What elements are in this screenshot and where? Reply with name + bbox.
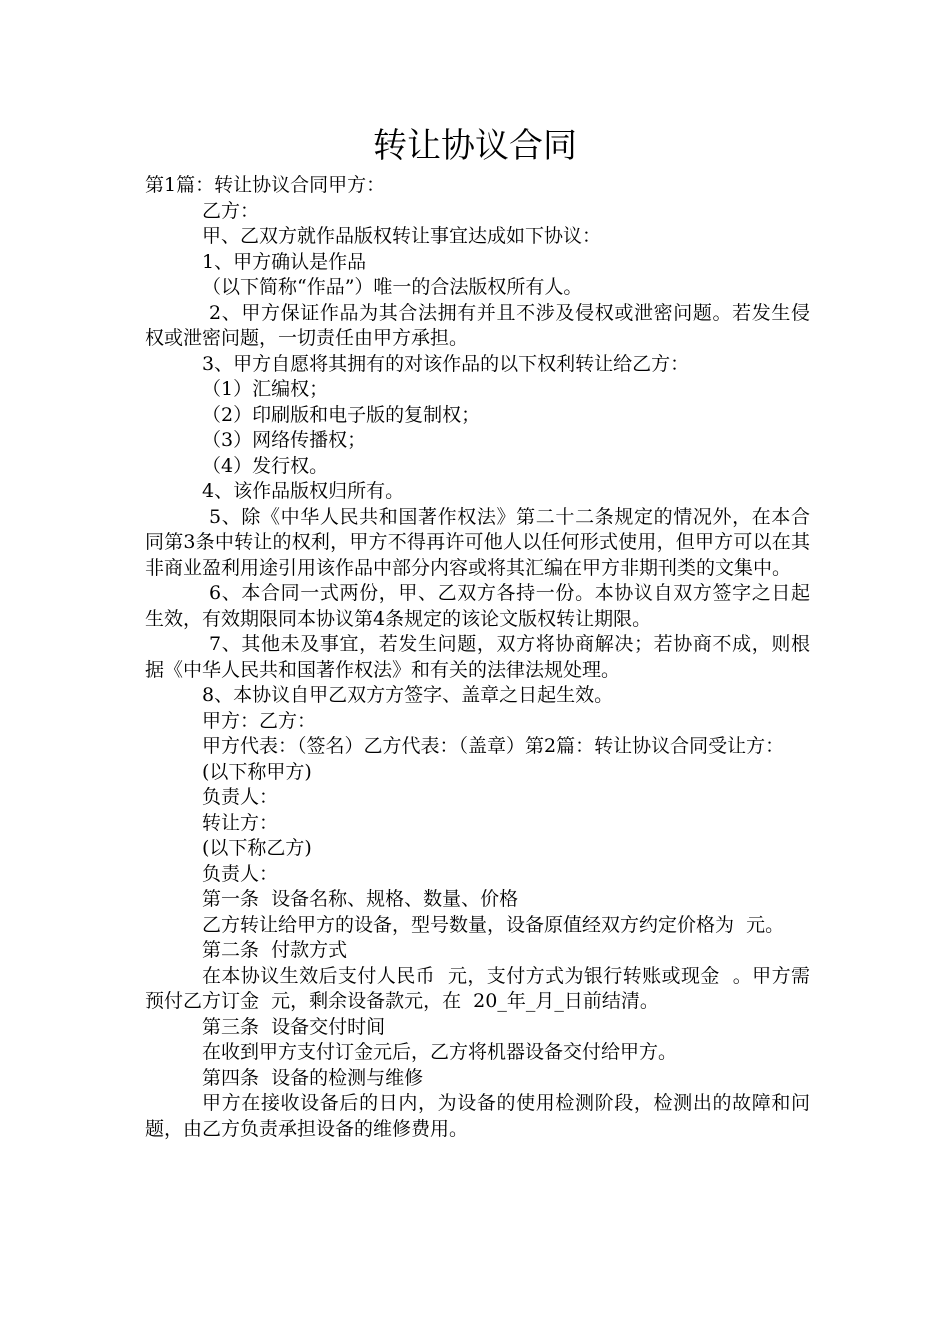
paragraph-party-a-alias: (以下称甲方) xyxy=(202,760,312,783)
paragraph-part1-heading: 第1篇：转让协议合同甲方： xyxy=(145,174,386,196)
article-2-heading: 第二条 付款方式 xyxy=(202,939,348,961)
paragraph-representatives: 甲方代表：（签名）乙方代表：（盖章）第2篇：转让协议合同受让方： xyxy=(202,735,785,757)
document-title: 转让协议合同 xyxy=(373,126,577,166)
paragraph-right-4: （4）发行权。 xyxy=(202,454,329,477)
paragraph-clause-1: 1、甲方确认是作品 xyxy=(202,250,367,273)
paragraph-party-b-principal: 负责人： xyxy=(202,862,279,885)
paragraph-intro: 甲、乙双方就作品版权转让事宜达成如下协议： xyxy=(202,225,602,247)
article-3-heading: 第三条 设备交付时间 xyxy=(202,1015,386,1038)
paragraph-clause-4: 4、该作品版权归所有。 xyxy=(202,480,405,502)
article-4-heading: 第四条 设备的检测与维修 xyxy=(202,1066,424,1089)
paragraph-clause-3: 3、甲方自愿将其拥有的对该作品的以下权利转让给乙方： xyxy=(202,352,690,375)
article-1-heading: 第一条 设备名称、规格、数量、价格 xyxy=(202,888,519,910)
paragraph-party-b: 乙方： xyxy=(202,199,260,222)
paragraph-clause-6: 6、本合同一式两份，甲、乙双方各持一份。本协议自双方签字之日起生效，有效期限同本协议第4条规定的该论文版权转让期限。 xyxy=(145,582,810,630)
paragraph-signatures: 甲方：乙方： xyxy=(202,709,317,732)
article-1-body: 乙方转让给甲方的设备，型号数量，设备原值经双方约定价格为 元。 xyxy=(202,913,785,936)
paragraph-party-b-alias: (以下称乙方) xyxy=(202,837,312,859)
paragraph-clause-5: 5、除《中华人民共和国著作权法》第二十二条规定的情况外，在本合同第3条中转让的权利，甲方不得再许可他人以任何形式使用，但甲方可以在其非商业盈利用途引用该作品中部分内容或将其汇编在甲方非期刊类的文集中。 xyxy=(145,505,810,579)
paragraph-clause-1-note: （以下简称“作品”）唯一的合法版权所有人。 xyxy=(202,276,583,298)
paragraph-right-2: （2）印刷版和电子版的复制权； xyxy=(202,403,481,426)
document-body xyxy=(145,173,810,1142)
paragraph-party-a-principal: 负责人： xyxy=(202,786,279,808)
paragraph-right-1: （1）汇编权； xyxy=(202,378,329,400)
article-3-body: 在收到甲方支付订金元后，乙方将机器设备交付给甲方。 xyxy=(202,1041,678,1063)
paragraph-transferor: 转让方： xyxy=(202,811,279,834)
paragraph-right-3: （3）网络传播权； xyxy=(202,429,367,451)
article-2-body: 在本协议生效后支付人民币 元，支付方式为银行转账或现金 。甲方需预付乙方订金 元，剩余设备款元，在 20_年_月_日前结清。 xyxy=(145,964,810,1012)
paragraph-clause-2: 2、甲方保证作品为其合法拥有并且不涉及侵权或泄密问题。若发生侵权或泄密问题，一切责任由甲方承担。 xyxy=(145,301,810,349)
article-4-body: 甲方在接收设备后的日内，为设备的使用检测阶段，检测出的故障和问题，由乙方负责承担设备的维修费用。 xyxy=(145,1092,810,1140)
paragraph-clause-8: 8、本协议自甲乙双方方签字、盖章之日起生效。 xyxy=(202,684,614,706)
paragraph-clause-7: 7、其他未及事宜，若发生问题，双方将协商解决；若协商不成，则根据《中华人民共和国著作权法》和有关的法律法规处理。 xyxy=(145,633,810,681)
